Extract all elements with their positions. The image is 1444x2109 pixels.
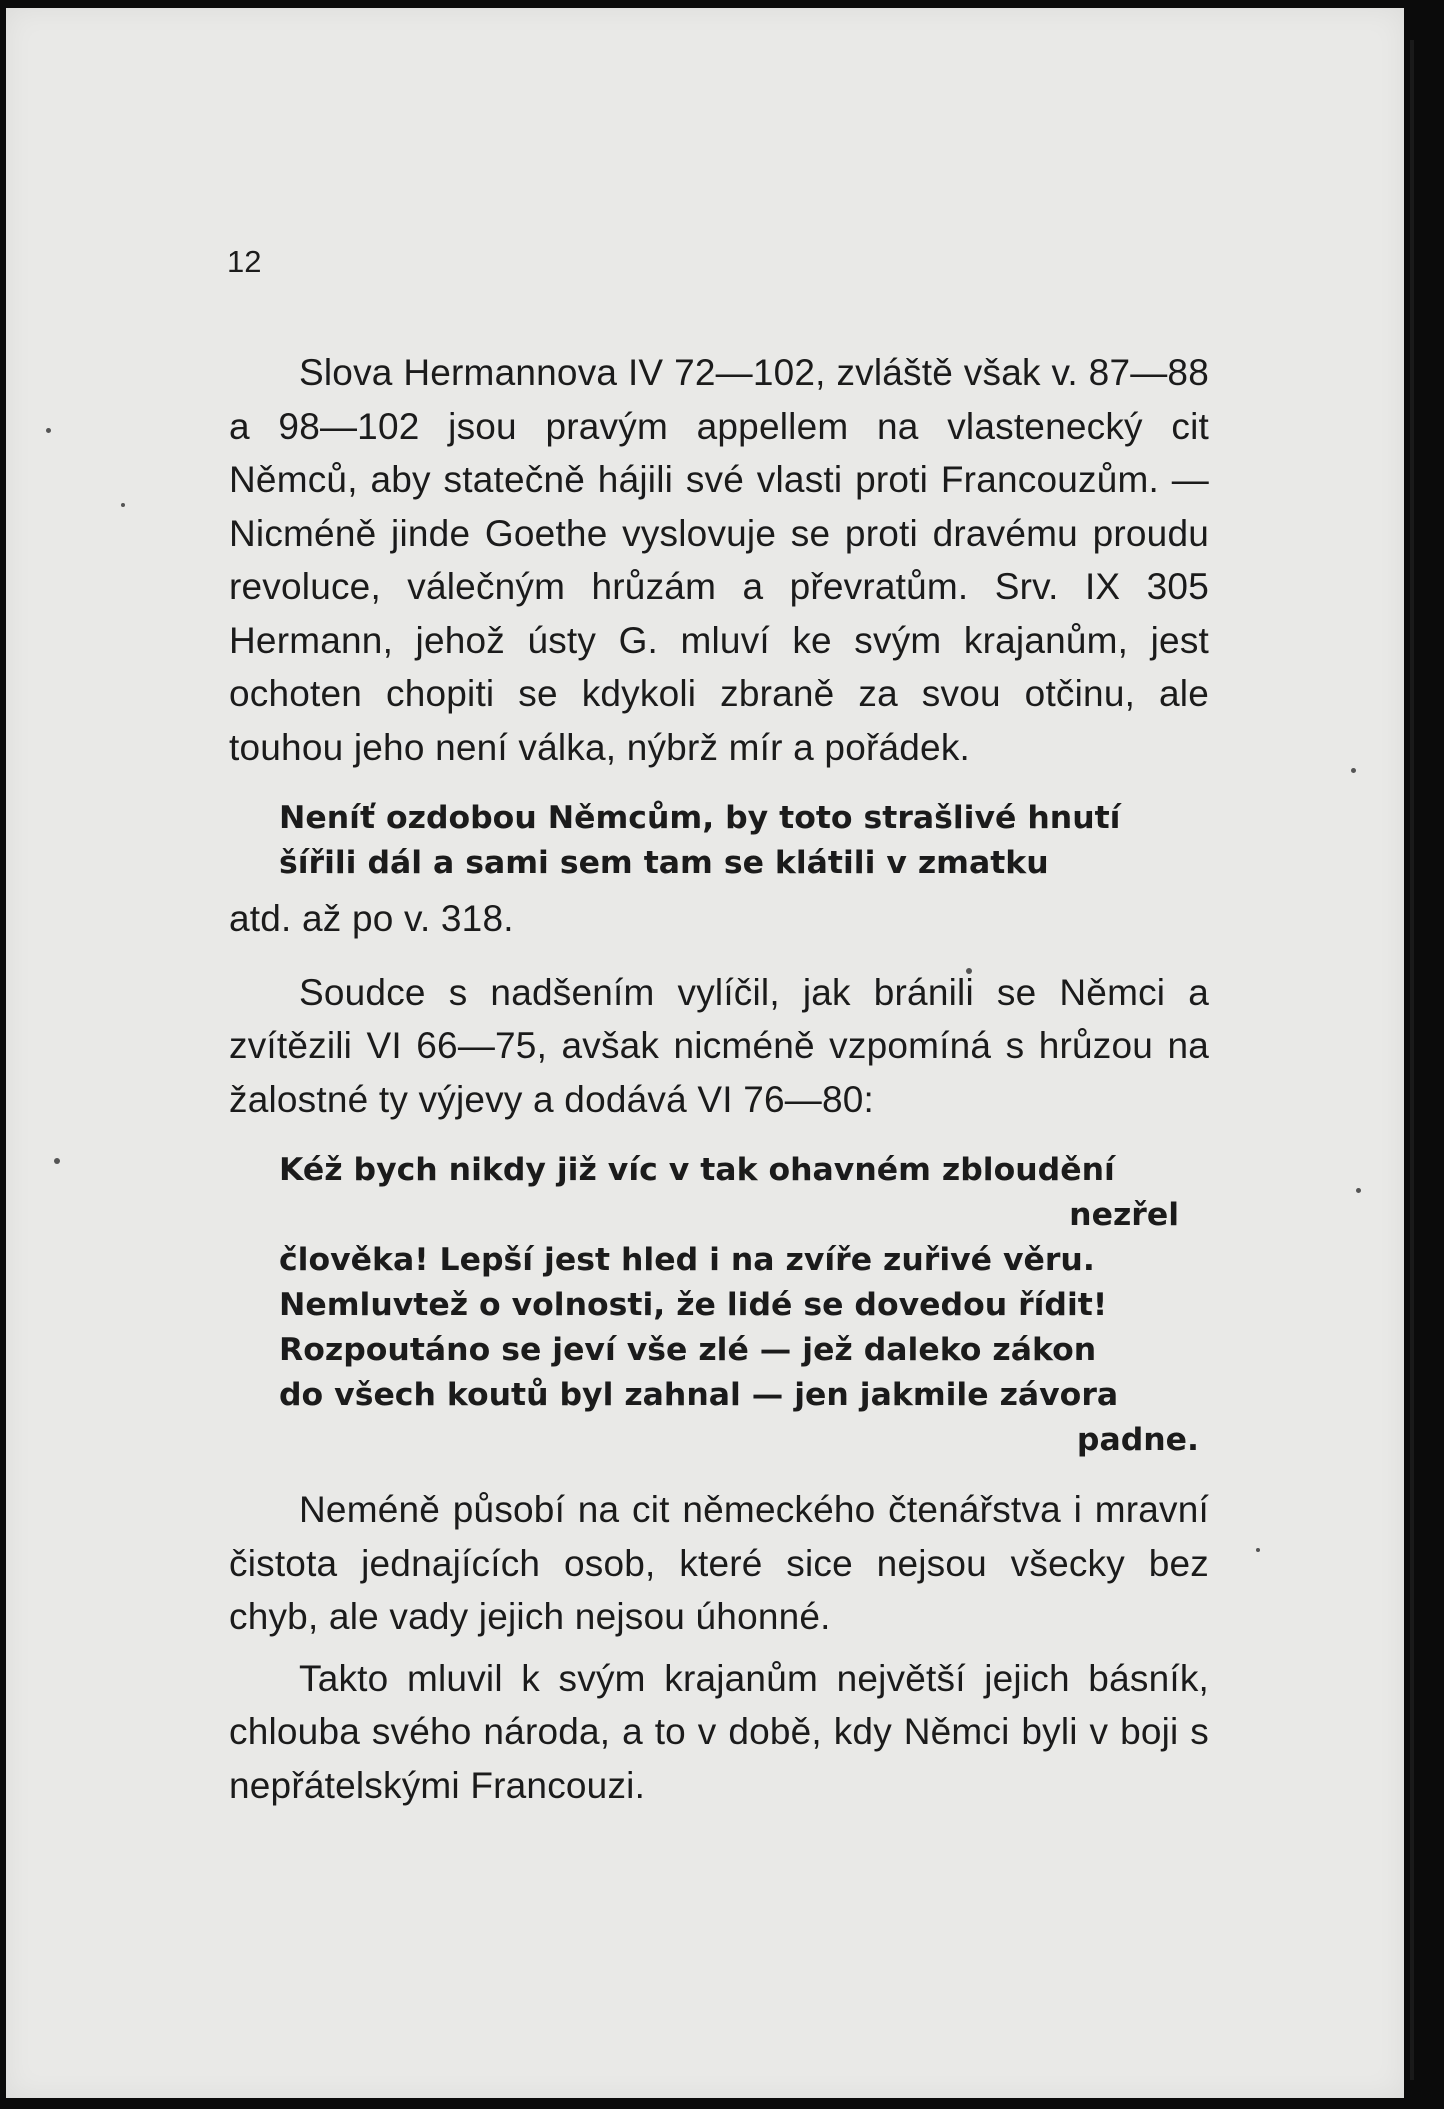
verse-line: Rozpoutáno se jeví vše zlé — jež daleko zákon <box>279 1332 1097 1368</box>
dust-speck <box>1356 1188 1361 1193</box>
dust-speck <box>54 1158 60 1164</box>
verse-line: člověka! Lepší jest hled i na zvíře zuřivé věru. <box>279 1242 1095 1278</box>
verse-line: Nemluvtež o volnosti, že lidé se dovedou řídit! <box>279 1287 1108 1323</box>
verse-quote <box>229 1148 1209 1463</box>
dust-speck <box>1351 768 1356 773</box>
paragraph: Takto mluvil k svým krajanům největší jejich básník, chlouba svého národa, a to v době, kdy Němci byli v boji s nepřátelskými Francouzi. <box>229 1657 1209 1806</box>
verse-line: Kéž bych nikdy již víc v tak ohavném zbloudění <box>279 1152 1115 1188</box>
dust-speck <box>46 428 51 433</box>
verse-line: do všech koutů byl zahnal — jen jakmile závora <box>279 1377 1119 1413</box>
paragraph-continuation: atd. až po v. 318. <box>229 898 514 939</box>
verse-line: šířili dál a sami sem tam se klátili v zmatku <box>279 845 1049 881</box>
dust-speck <box>1256 1548 1260 1552</box>
page-number: 12 <box>227 244 262 279</box>
scan-edge <box>1410 40 1414 2080</box>
paragraph: Soudce s nadšením vylíčil, jak bránili se Němci a zvítězili VI 66—75, avšak nicméně vzpomíná s hrůzou na žalostné ty výjevy a dodává VI 76—80: <box>229 971 1209 1120</box>
book-page <box>6 8 1404 2098</box>
verse-line: Neníť ozdobou Němcům, by toto strašlivé hnutí <box>279 800 1121 836</box>
dust-speck <box>121 503 125 507</box>
paragraph: Slova Hermannova IV 72—102, zvláště však v. 87—88 a 98—102 jsou pravým appellem na vlastenecký cit Němců, aby statečně hájili své vlasti proti Francouzům. — Nicméně jinde Goethe vyslovuje se proti dravému proudu revoluce, válečným hrůzám a převratům. Srv. IX 305 Hermann, jehož ústy G. mluví ke svým krajanům, jest ochoten chopiti se kdykoli zbraně za svou otčinu, ale touhou jeho není válka, nýbrž mír a pořádek. <box>229 352 1209 768</box>
paragraph: Neméně působí na cit německého čtenářstva i mravní čistota jednajících osob, které sice nejsou všecky bez chyb, ale vady jejich nejsou úhonné. <box>229 1489 1209 1637</box>
verse-line-wrap: padne. <box>1076 1422 1199 1458</box>
verse-quote <box>229 796 1209 886</box>
page-content <box>229 346 1209 1812</box>
verse-line-wrap: nezřel <box>1069 1197 1179 1233</box>
